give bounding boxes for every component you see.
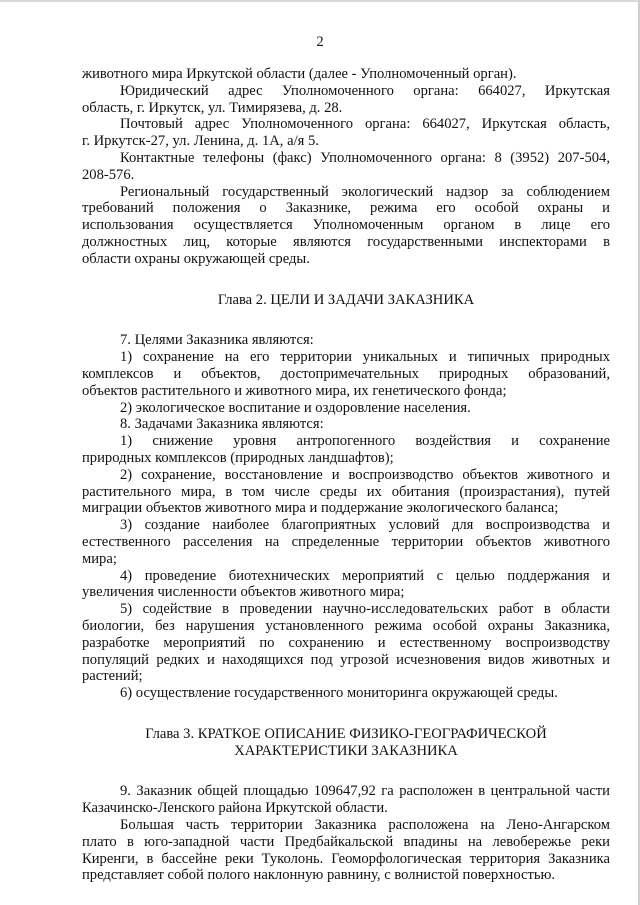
text-line: естественного расселения на спределенные территории объектов животного bbox=[82, 533, 610, 550]
text-line: области охраны окружающей среды. bbox=[82, 250, 310, 267]
text-line: Юридический адрес Уполномоченного органа: 664027, Иркутская bbox=[120, 82, 610, 99]
text-line: г. Иркутск-27, ул. Ленина, д. 1А, а/я 5. bbox=[82, 133, 319, 150]
spacer bbox=[82, 268, 610, 292]
text-line: использования осуществляется Уполномоченным органом в лице его bbox=[82, 217, 610, 234]
text-line: 9. Заказник общей площадью 109647,92 га расположен в центральной части bbox=[120, 783, 610, 800]
text-line: животного мира Иркутской области (далее - Уполномоченный орган). bbox=[82, 66, 517, 82]
spacer bbox=[82, 308, 610, 332]
text-line: представляет собой полого наклонную равнину, с волнистой поверхностью. bbox=[82, 867, 556, 884]
page-number: 2 bbox=[316, 34, 324, 50]
text-line: 1) снижение уровня антропогенного воздействия и сохранение bbox=[120, 433, 610, 450]
text-line: должностных лиц, которые являются государственными инспекторами в bbox=[82, 233, 610, 250]
text-line: разработке мероприятий по сохранению и естественному воспроизводству bbox=[82, 634, 610, 651]
text-line: Почтовый адрес Уполномоченного органа: 664027, Иркутская область, bbox=[120, 116, 610, 133]
chapter-3-heading: Глава 3. КРАТКОЕ ОПИСАНИЕ ФИЗИКО-ГЕОГРАФИЧЕСКОЙ bbox=[145, 725, 547, 742]
text-line: 1) сохранение на его территории уникальных и типичных природных bbox=[120, 349, 610, 366]
text-line: 8. Задачами Заказника являются: bbox=[120, 416, 324, 433]
text-line: 4) проведение биотехнических мероприятий с целью поддержания и bbox=[120, 567, 610, 584]
text-line: 5) содействие в проведении научно-исследовательских работ в области bbox=[120, 601, 610, 618]
text-line: 2) сохранение, восстановление и воспроизводство объектов животного и bbox=[120, 466, 610, 483]
text-line: область, г. Иркутск, ул. Тимирязева, д. 28. bbox=[82, 99, 343, 116]
text-line: природных комплексов (природных ландшафтов); bbox=[82, 449, 394, 466]
text-line: растительного мира, в том числе среды их обитания (произрастания), путей bbox=[82, 483, 610, 500]
chapter-3-heading-continued: ХАРАКТЕРИСТИКИ ЗАКАЗНИКА bbox=[234, 742, 458, 759]
text-line: Большая часть территории Заказника расположена на Лено-Ангарском bbox=[120, 817, 610, 834]
text-line: плато в юго-западной части Предбайкальской впадины на левобережье реки bbox=[82, 833, 610, 850]
text-line: популяций редких и находящихся под угрозой исчезновения видов животных и bbox=[82, 651, 610, 668]
text-line: Региональный государственный экологический надзор за соблюдением bbox=[120, 183, 610, 200]
text-line: 6) осуществление государственного мониторинга окружающей среды. bbox=[120, 685, 558, 702]
text-line: увеличения численности объектов животного мира; bbox=[82, 584, 405, 601]
text-line: 7. Целями Заказника являются: bbox=[120, 332, 314, 349]
text-line: Казачинско-Ленского района Иркутской области. bbox=[82, 800, 388, 817]
text-line: 2) экологическое воспитание и оздоровление населения. bbox=[120, 399, 471, 416]
text-line: объектов растительного и животного мира, их генетического фонда; bbox=[82, 382, 507, 399]
text-line: комплексов и объектов, достопримечательных природных образований, bbox=[82, 365, 610, 382]
text-line: миграции объектов животного мира и поддержание экологического баланса; bbox=[82, 500, 559, 517]
text-line: Киренги, в бассейне реки Туколонь. Геоморфологическая территория Заказника bbox=[82, 850, 610, 867]
chapter-2-heading: Глава 2. ЦЕЛИ И ЗАДАЧИ ЗАКАЗНИКА bbox=[217, 291, 475, 308]
document-body bbox=[82, 66, 610, 884]
text-line: требований положения о Заказнике, режима его особой охраны и bbox=[82, 200, 610, 217]
text-line: 208-576. bbox=[82, 166, 135, 183]
text-line: мира; bbox=[82, 550, 117, 567]
spacer bbox=[82, 759, 610, 783]
text-line: растений; bbox=[82, 668, 143, 685]
text-line: Контактные телефоны (факс) Уполномоченного органа: 8 (3952) 207-504, bbox=[120, 149, 610, 166]
text-line: биологии, без нарушения установленного режима особой охраны Заказника, bbox=[82, 617, 610, 634]
scan-edge-top bbox=[0, 0, 640, 2]
spacer bbox=[82, 702, 610, 726]
text-line: 3) создание наиболее благоприятных условий для воспроизводства и bbox=[120, 517, 610, 534]
